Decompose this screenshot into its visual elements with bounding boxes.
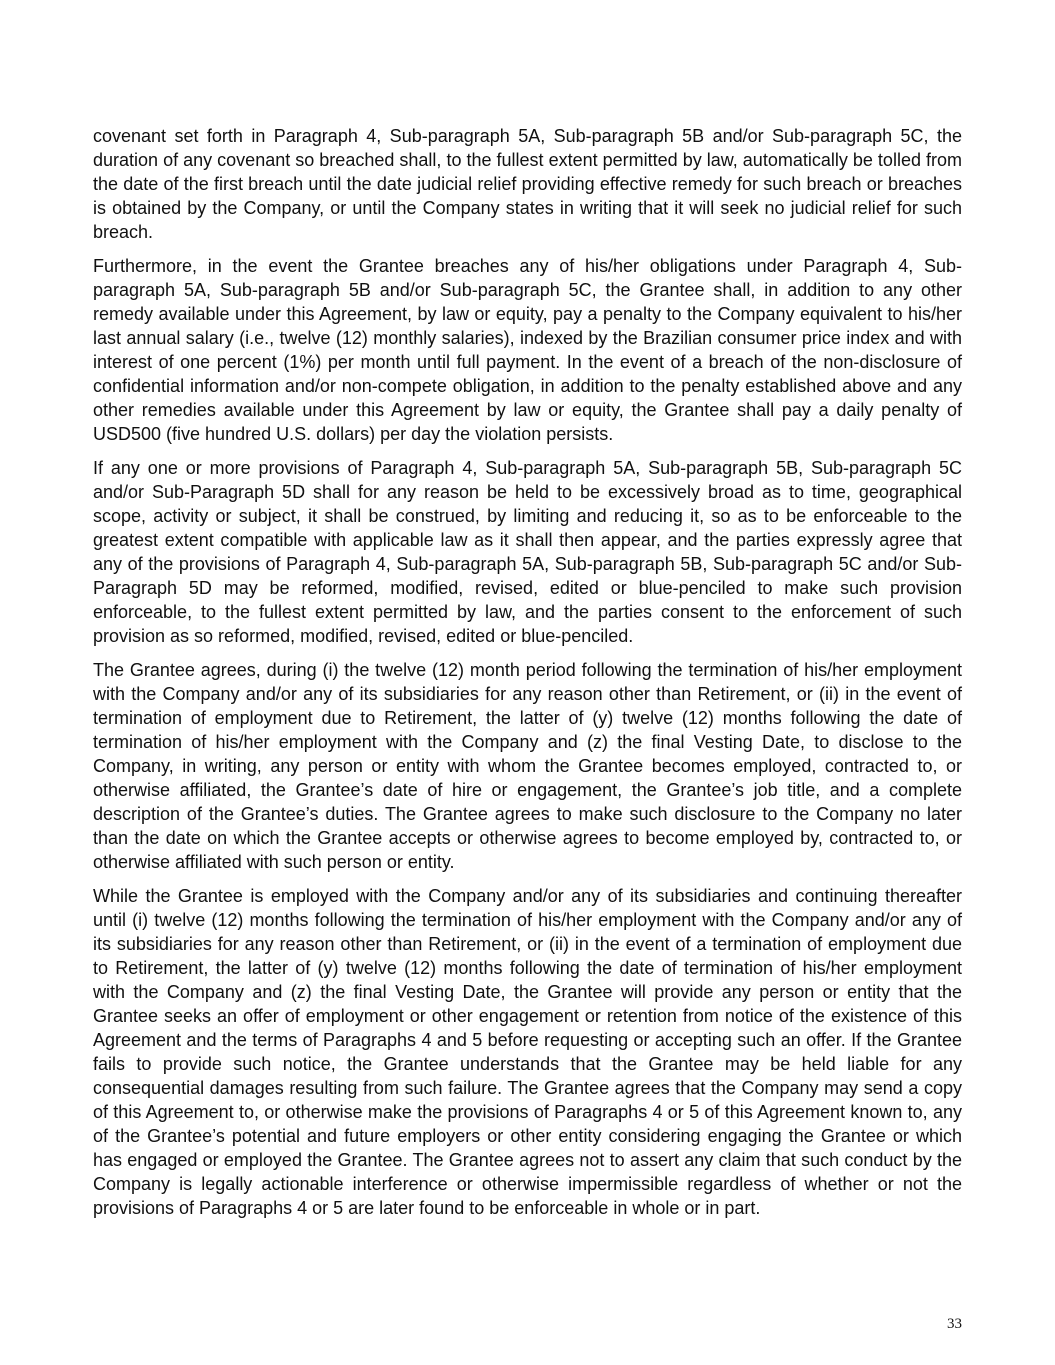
paragraph-tolling-covenant: covenant set forth in Paragraph 4, Sub-paragraph 5A, Sub-paragraph 5B and/or Sub-paragraph 5C, the duration of any covenant so breached shall, to the fullest extent permitted by law, automatically be tolled from the date of the first breach until the date judicial relief providing effective remedy for such breach or breaches is obtained by the Company, or until the Company states in writing that it will seek no judicial relief for such breach. [93,126,962,242]
body-text [93,124,962,1230]
paragraph-reformation: If any one or more provisions of Paragraph 4, Sub-paragraph 5A, Sub-paragraph 5B, Sub-paragraph 5C and/or Sub-Paragraph 5D shall for any reason be held to be excessively broad as to time, geographical scope, activity or subject, it shall be construed, by limiting and reducing it, so as to be enforceable to the greatest extent compatible with applicable law as it shall then appear, and the parties expressly agree that any of the provisions of Paragraph 4, Sub-paragraph 5A, Sub-paragraph 5B, Sub-paragraph 5C and/or Sub-Paragraph 5D may be reformed, modified, revised, edited or blue-penciled to make such provision enforceable, to the fullest extent permitted by law, and the parties consent to the enforcement of such provision as so reformed, modified, revised, edited or blue-penciled. [93,458,962,646]
paragraph-disclosure-obligation: The Grantee agrees, during (i) the twelve (12) month period following the termination of his/her employment with the Company and/or any of its subsidiaries for any reason other than Retirement, or (ii) in the event of termination of employment due to Retirement, the latter of (y) twelve (12) months following the date of termination of his/her employment with the Company and (z) the final Vesting Date, to disclose to the Company, in writing, any person or entity with whom the Grantee becomes employed, contracted to, or otherwise affiliated, the Grantee’s date of hire or engagement, the Grantee’s job title, and a complete description of the Grantee’s duties. The Grantee agrees to make such disclosure to the Company no later than the date on which the Grantee accepts or otherwise agrees to become employed by, contracted to, or otherwise affiliated with such person or entity. [93,660,962,872]
paragraph-notice-to-employers: While the Grantee is employed with the Company and/or any of its subsidiaries and continuing thereafter until (i) twelve (12) months following the termination of his/her employment with the Company and/or any of its subsidiaries for any reason other than Retirement, or (ii) in the event of a termination of employment due to Retirement, the latter of (y) twelve (12) months following the date of termination of his/her employment with the Company and (z) the final Vesting Date, the Grantee will provide any person or entity that the Grantee seeks an offer of employment or other engagement or retention from notice of the existence of this Agreement and the terms of Paragraphs 4 and 5 before requesting or accepting such an offer. If the Grantee fails to provide such notice, the Grantee understands that the Grantee may be held liable for any consequential damages resulting from such failure. The Grantee agrees that the Company may send a copy of this Agreement to, or otherwise make the provisions of Paragraphs 4 or 5 of this Agreement known to, any of the Grantee’s potential and future employers or other entity considering engaging the Grantee or which has engaged or employed the Grantee. The Grantee agrees not to assert any claim that such conduct by the Company is legally actionable interference or otherwise impermissible regardless of whether or not the provisions of Paragraphs 4 or 5 are later found to be enforceable in whole or in part. [93,886,962,1218]
paragraph-breach-penalty: Furthermore, in the event the Grantee breaches any of his/her obligations under Paragraph 4, Sub-paragraph 5A, Sub-paragraph 5B and/or Sub-paragraph 5C, the Grantee shall, in addition to any other remedy available under this Agreement, by law or equity, pay a penalty to the Company equivalent to his/her last annual salary (i.e., twelve (12) monthly salaries), indexed by the Brazilian consumer price index and with interest of one percent (1%) per month until full payment. In the event of a breach of the non-disclosure of confidential information and/or non-compete obligation, in addition to the penalty established above and any other remedies available under this Agreement by law or equity, the Grantee shall pay a daily penalty of USD500 (five hundred U.S. dollars) per day the violation persists. [93,256,962,444]
page-number: 33 [947,1316,962,1332]
